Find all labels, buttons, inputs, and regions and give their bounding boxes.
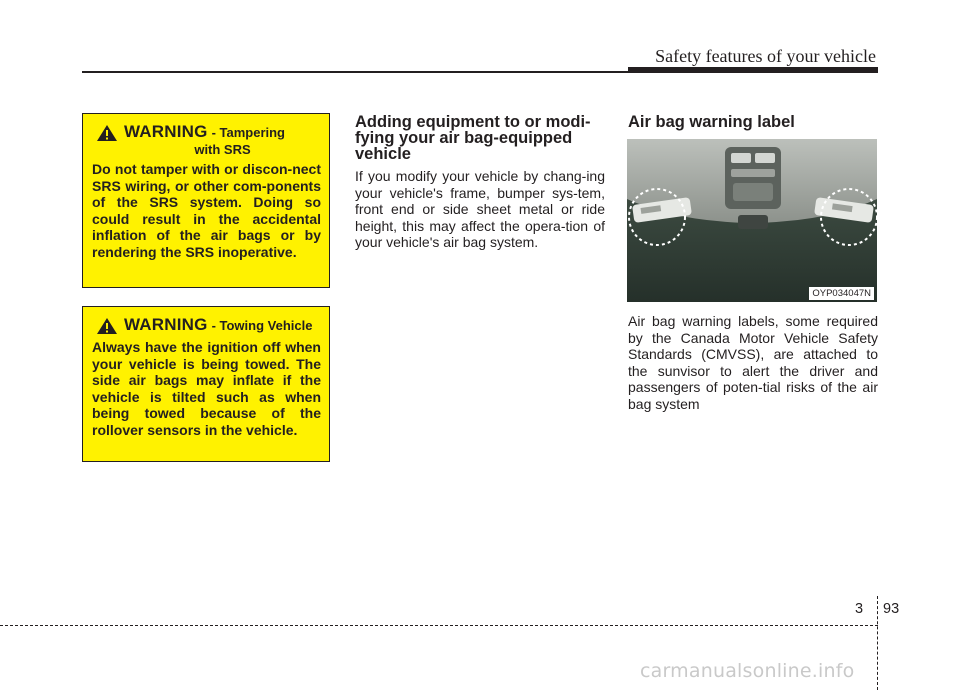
- footer-divider: [877, 596, 878, 690]
- section-title-adding-equipment: Adding equipment to or modi-fying your air bag-equipped vehicle: [355, 113, 591, 163]
- footer-rule: [0, 625, 878, 626]
- watermark: carmanualsonline.info: [640, 660, 855, 682]
- section-title-airbag-label: Air bag warning label: [628, 113, 795, 131]
- warning-box-tampering: [82, 113, 330, 288]
- warning-box-towing: [82, 306, 330, 462]
- warning-body: Always have the ignition off when your vehicle is being towed. The side air bags may inflate if the vehicle is tilted such as when being towed because of the rollover sensors in the vehicle.: [92, 339, 321, 438]
- warning-subtitle: - Towing Vehicle: [211, 318, 313, 333]
- page-number: 93: [883, 601, 900, 617]
- warning-triangle-icon: [96, 124, 118, 142]
- warning-subtitle: - Tampering: [211, 125, 285, 140]
- header-title: Safety features of your vehicle: [655, 46, 876, 66]
- warning-body: Do not tamper with or discon-nect SRS wiring, or other com-ponents of the SRS system. Doing so could result in the accidental inflation of the air bags or by rendering the SRS inoperative.: [92, 161, 321, 260]
- image-code-caption: OYP034047N: [809, 287, 874, 300]
- chapter-number: 3: [855, 601, 864, 617]
- warning-label: WARNING: [124, 122, 208, 141]
- airbag-label-photo: [627, 139, 877, 302]
- vehicle-interior-illustration: [627, 139, 877, 302]
- warning-heading: [92, 122, 321, 142]
- header-rule-accent: [628, 67, 878, 73]
- warning-subtitle-continued: with SRS: [194, 142, 251, 157]
- warning-label: WARNING: [124, 315, 208, 334]
- warning-triangle-icon: [96, 317, 118, 335]
- warning-heading: [92, 315, 321, 335]
- section-body-airbag-label: Air bag warning labels, some required by the Canada Motor Vehicle Safety Standards (CMVSS), are attached to the sunvisor to alert the driver and passengers of poten-tial risks of the air bag system: [628, 313, 878, 412]
- section-body-adding-equipment: If you modify your vehicle by chang-ing your vehicle's frame, bumper sys-tem, front end or side sheet metal or ride height, this may affect the opera-tion of your vehicle's air bag system.: [355, 168, 605, 250]
